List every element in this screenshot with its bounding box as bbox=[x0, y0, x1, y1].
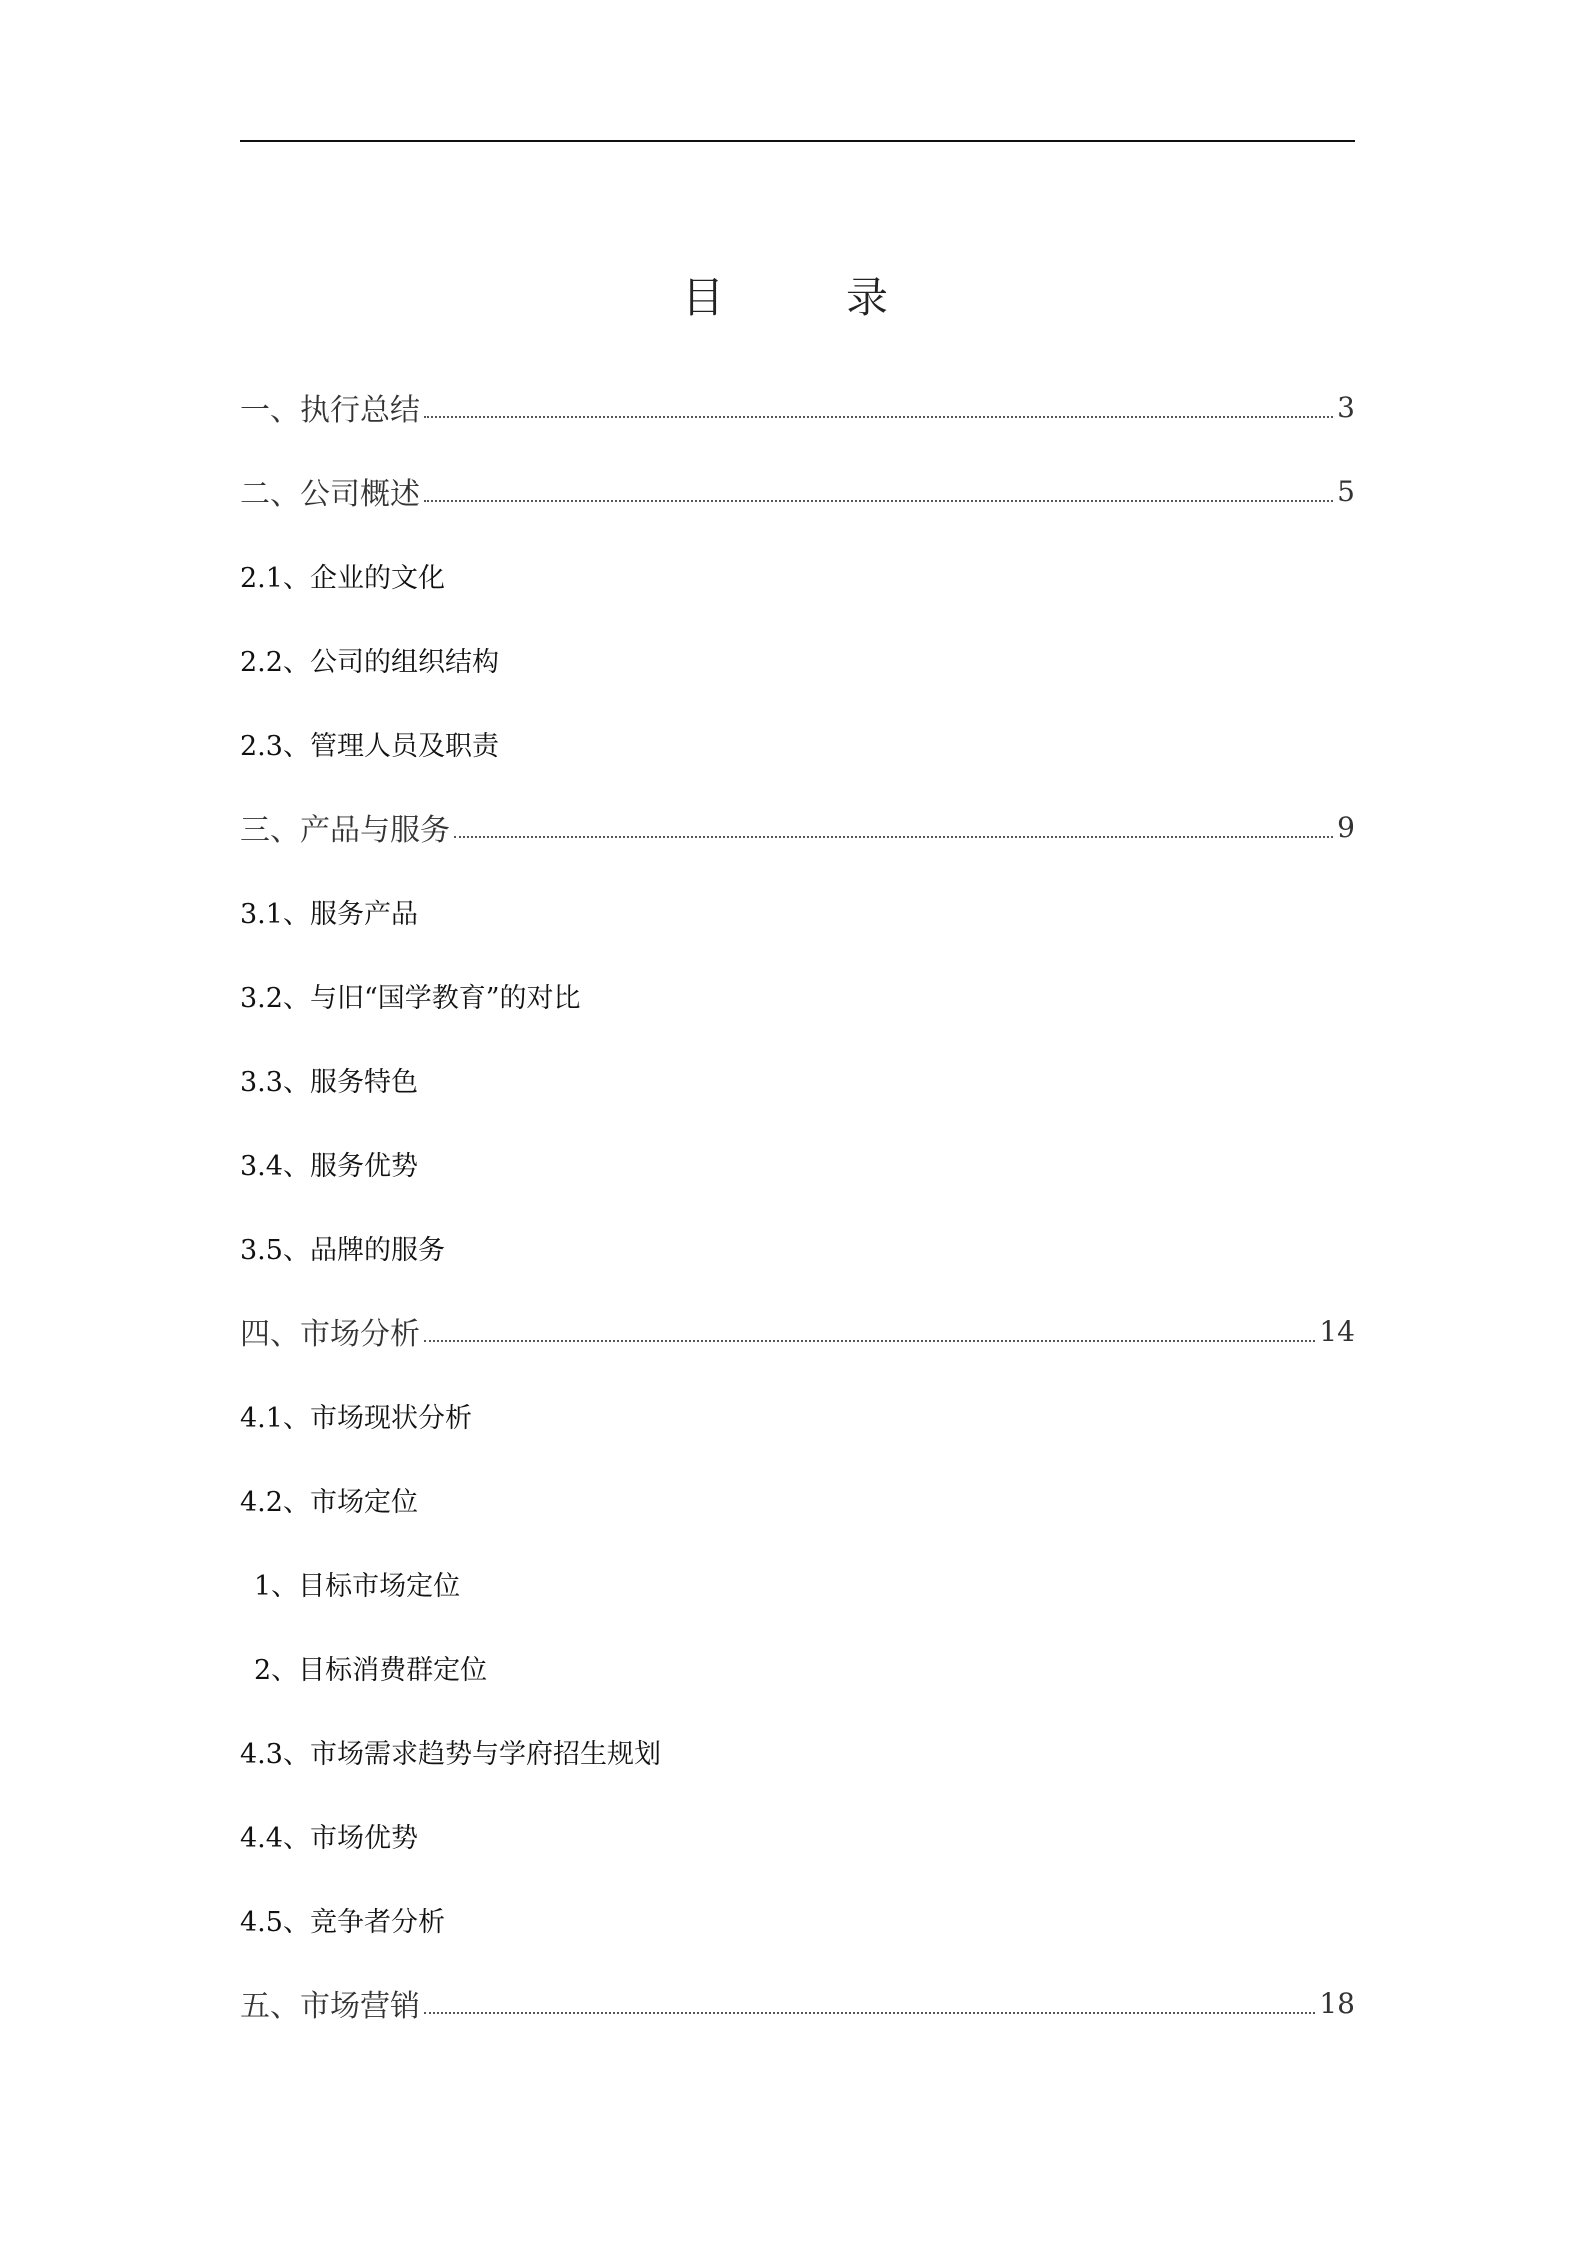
dot-leader bbox=[454, 810, 1333, 844]
toc-entry-label: 3.1、服务产品 bbox=[240, 898, 418, 930]
toc-entry-label: 五、市场营销 bbox=[240, 1989, 420, 2024]
toc-entry-4-4[interactable] bbox=[240, 1793, 1355, 1877]
dot-leader bbox=[424, 1986, 1315, 2020]
table-of-contents bbox=[240, 365, 1355, 2045]
toc-entry-label: 三、产品与服务 bbox=[240, 813, 450, 848]
toc-entry-2-3[interactable] bbox=[240, 701, 1355, 785]
toc-entry-label: 2.2、公司的组织结构 bbox=[240, 646, 499, 678]
toc-entry-label: 4.1、市场现状分析 bbox=[240, 1402, 472, 1434]
toc-entry-4-2-2[interactable] bbox=[240, 1625, 1355, 1709]
toc-entry-3-5[interactable] bbox=[240, 1205, 1355, 1289]
toc-entry-4-3[interactable] bbox=[240, 1709, 1355, 1793]
toc-entry-4-2[interactable] bbox=[240, 1457, 1355, 1541]
toc-entry-label: 3.4、服务优势 bbox=[240, 1150, 418, 1182]
toc-entry-label: 4.5、竞争者分析 bbox=[240, 1906, 445, 1938]
toc-entry-3-1[interactable] bbox=[240, 869, 1355, 953]
toc-page-number: 18 bbox=[1319, 1986, 1355, 2020]
toc-entry-label: 二、公司概述 bbox=[240, 477, 420, 512]
toc-entry-label: 1、目标市场定位 bbox=[254, 1570, 461, 1602]
dot-leader bbox=[424, 390, 1333, 424]
toc-entry-label: 3.3、服务特色 bbox=[240, 1066, 418, 1098]
toc-entry-2-1[interactable] bbox=[240, 533, 1355, 617]
toc-entry-4[interactable] bbox=[240, 1289, 1355, 1373]
toc-entry-3-2[interactable] bbox=[240, 953, 1355, 1037]
toc-entry-label: 2.3、管理人员及职责 bbox=[240, 730, 499, 762]
toc-entry-label: 2.1、企业的文化 bbox=[240, 562, 445, 594]
toc-entry-4-1[interactable] bbox=[240, 1373, 1355, 1457]
toc-entry-2-2[interactable] bbox=[240, 617, 1355, 701]
dot-leader bbox=[424, 474, 1333, 508]
toc-entry-3-3[interactable] bbox=[240, 1037, 1355, 1121]
toc-page-number: 9 bbox=[1337, 810, 1355, 844]
toc-entry-2[interactable] bbox=[240, 449, 1355, 533]
toc-entry-label: 4.2、市场定位 bbox=[240, 1486, 418, 1518]
toc-entry-4-5[interactable] bbox=[240, 1877, 1355, 1961]
toc-entry-label: 4.4、市场优势 bbox=[240, 1822, 418, 1854]
toc-title: 目 录 bbox=[681, 273, 928, 322]
toc-entry-5[interactable] bbox=[240, 1961, 1355, 2045]
toc-page-number: 5 bbox=[1337, 474, 1355, 508]
toc-entry-label: 4.3、市场需求趋势与学府招生规划 bbox=[240, 1738, 661, 1770]
toc-entry-1[interactable] bbox=[240, 365, 1355, 449]
toc-entry-3-4[interactable] bbox=[240, 1121, 1355, 1205]
toc-entry-label: 3.5、品牌的服务 bbox=[240, 1234, 445, 1266]
toc-entry-label: 2、目标消费群定位 bbox=[254, 1654, 488, 1686]
toc-entry-label: 3.2、与旧“国学教育”的对比 bbox=[240, 982, 581, 1014]
toc-entry-label: 一、执行总结 bbox=[240, 393, 420, 428]
toc-entry-label: 四、市场分析 bbox=[240, 1317, 420, 1352]
toc-page-number: 14 bbox=[1319, 1314, 1355, 1348]
toc-entry-4-2-1[interactable] bbox=[240, 1541, 1355, 1625]
header-rule bbox=[240, 140, 1355, 142]
dot-leader bbox=[424, 1314, 1315, 1348]
toc-entry-3[interactable] bbox=[240, 785, 1355, 869]
toc-page-number: 3 bbox=[1337, 390, 1355, 424]
